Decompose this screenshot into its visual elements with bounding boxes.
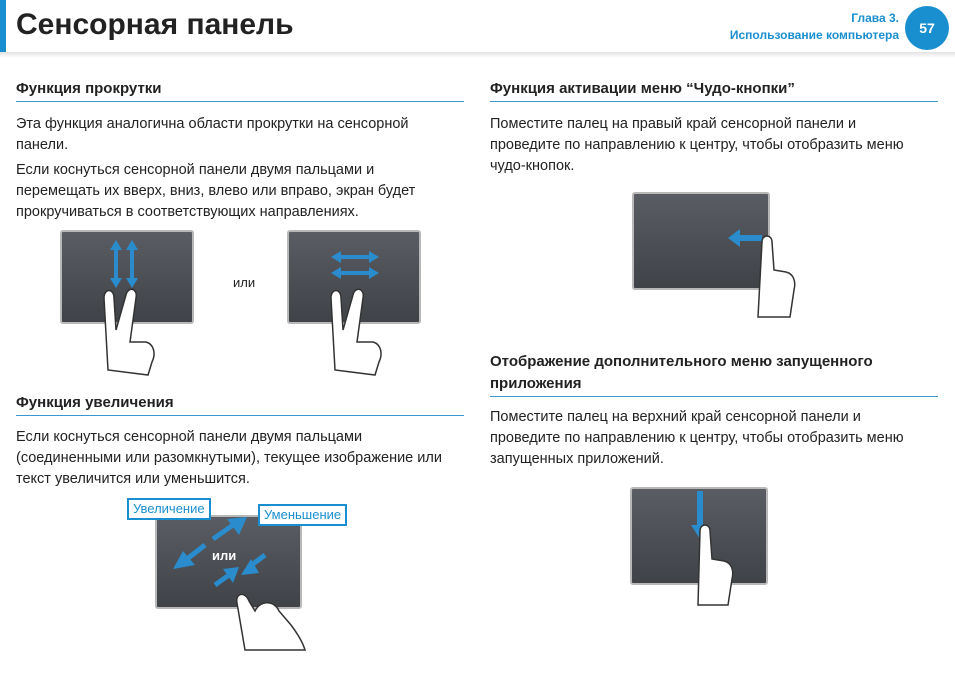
text-line: перемещать их вверх, вниз, влево или вправо, экран будет [16,183,416,199]
zoom-out-label: Уменьшение [258,504,347,526]
text-line: Поместите палец на верхний край сенсорной панели и [490,409,861,425]
charms-section-title: Функция активации меню “Чудо-кнопки” [490,80,795,97]
zoom-section-rule [16,415,464,416]
text-line: чудо-кнопок. [490,158,575,174]
zoom-or-label: или [212,548,237,563]
zoom-paragraph [16,427,471,490]
chapter-number: Глава 3. [851,11,899,25]
app-menu-section-title [490,351,873,395]
title-line: приложения [490,375,582,392]
text-line: Если коснуться сенсорной панели двумя пальцами и [16,162,375,178]
text-line: проведите по направлению к центру, чтобы отобразить меню [490,137,904,153]
zoom-in-label: Увеличение [127,498,211,520]
text-line: Поместите палец на правый край сенсорной панели и [490,116,857,132]
header-divider [0,52,955,58]
app-menu-section-rule [490,396,938,397]
chapter-info [730,10,899,44]
finger-hand-icon [758,236,795,317]
text-line: проведите по направлению к центру, чтобы отобразить меню [490,430,904,446]
text-line: запущенных приложений. [490,451,664,467]
zoom-illustration [155,515,310,650]
app-menu-illustration [630,487,770,607]
text-line: (соединенными или разомкнутыми), текущее изображение или [16,450,442,466]
page-number-badge: 57 [905,6,949,50]
app-menu-paragraph [490,407,945,470]
horizontal-scroll-illustration [287,230,422,375]
charms-paragraph [490,114,945,177]
text-line: панели. [16,137,69,153]
chapter-title: Использование компьютера [729,28,899,42]
zoom-section-title: Функция увеличения [16,394,174,411]
scroll-section-title: Функция прокрутки [16,80,162,97]
page-title: Сенсорная панель [16,8,294,41]
scroll-paragraph-1 [16,114,466,156]
scroll-paragraph-2 [16,160,466,223]
text-line: Эта функция аналогична области прокрутки на сенсорной [16,116,409,132]
title-line: Отображение дополнительного меню запущенного [490,353,873,370]
scroll-section-rule [16,101,464,102]
scroll-or-label: или [233,275,256,290]
text-line: текст увеличится или уменьшится. [16,471,250,487]
vertical-scroll-illustration [60,230,195,375]
text-line: прокручиваться в соответствующих направлениях. [16,204,359,220]
charms-section-rule [490,101,938,102]
text-line: Если коснуться сенсорной панели двумя пальцами [16,429,363,445]
charms-illustration [632,192,802,317]
header-accent-bar [0,0,6,52]
